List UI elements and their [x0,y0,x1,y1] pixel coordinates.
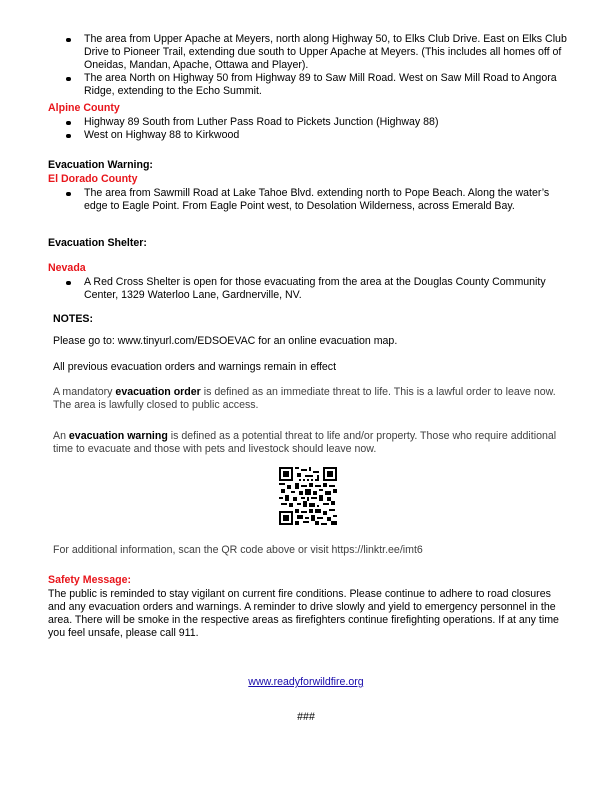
end-mark: ### [297,711,315,723]
safety-message-body: The public is reminded to stay vigilant on current fire conditions. Please continue to adhere to road closures and any evacuation orders and warnings. A reminder to drive slowly and yield to emergency personnel in the area. There will be smoke in the respective areas as firefighters continue firefighting operations. If at any time you feel unsafe, please call 911. [48,588,559,639]
shelter-list [48,276,568,302]
closure-item: The area North on Highway 50 from Highway 89 to Saw Mill Road. West on Saw Mill Road to Angora Ridge, extending to the Echo Summit. [48,72,568,98]
evacuation-warning-heading: Evacuation Warning: [48,159,153,171]
el-dorado-county-heading: El Dorado County [48,173,138,185]
closure-item: The area from Upper Apache at Meyers, north along Highway 50, to Elks Club Drive. East on Elks Club Drive to Pioneer Trail, extending due south to Upper Apache at Meyers. (This includes all homes off of Oneidas, Mandan, Apache, Ottawa and Player). [48,33,568,72]
notes-heading: NOTES: [53,313,94,325]
evacuation-warning-definition [53,430,571,456]
safety-message-heading: Safety Message: [48,574,132,586]
warning-term: evacuation warning [68,430,168,442]
warning-rest: is defined as a potential threat to life and/or property. Those who require additional time to evacuate and those with pets and livestock should leave now. [53,430,557,455]
qr-code-note: For additional information, scan the QR code above or visit https://linktr.ee/imt6 [53,544,423,556]
nevada-heading: Nevada [48,262,86,274]
alpine-item: West on Highway 88 to Kirkwood [48,129,568,142]
warning-list [48,187,568,213]
warning-prefix: An [53,430,69,442]
order-term: evacuation order [115,386,201,398]
alpine-county-heading: Alpine County [48,102,120,114]
footer-link-wrap [0,676,612,689]
evacuation-shelter-heading: Evacuation Shelter: [48,237,147,249]
evacuation-map-note: Please go to: www.tinyurl.com/EDSOEVAC for an online evacuation map. [53,335,398,347]
ready-for-wildfire-link[interactable]: www.readyforwildfire.org [248,676,364,688]
alpine-county-list [48,116,568,142]
qr-code-image [279,467,337,525]
order-rest: is defined as an immediate threat to life. This is a lawful order to leave now. The area is lawfully closed to public access. [53,386,556,411]
order-prefix: A mandatory [53,386,116,398]
closure-list-continued [48,33,568,98]
warning-item: The area from Sawmill Road at Lake Tahoe Blvd. extending north to Pope Beach. Along the water’s edge to Eagle Point. From Eagle Point west, to Desolation Wilderness, across Emerald Bay. [48,187,568,213]
shelter-item: A Red Cross Shelter is open for those evacuating from the area at the Douglas County Community Center, 1329 Waterloo Lane, Gardnerville, NV. [48,276,568,302]
orders-remain-note: All previous evacuation orders and warnings remain in effect [53,361,337,373]
alpine-item: Highway 89 South from Luther Pass Road to Pickets Junction (Highway 88) [48,116,568,129]
evacuation-order-definition [53,386,571,412]
